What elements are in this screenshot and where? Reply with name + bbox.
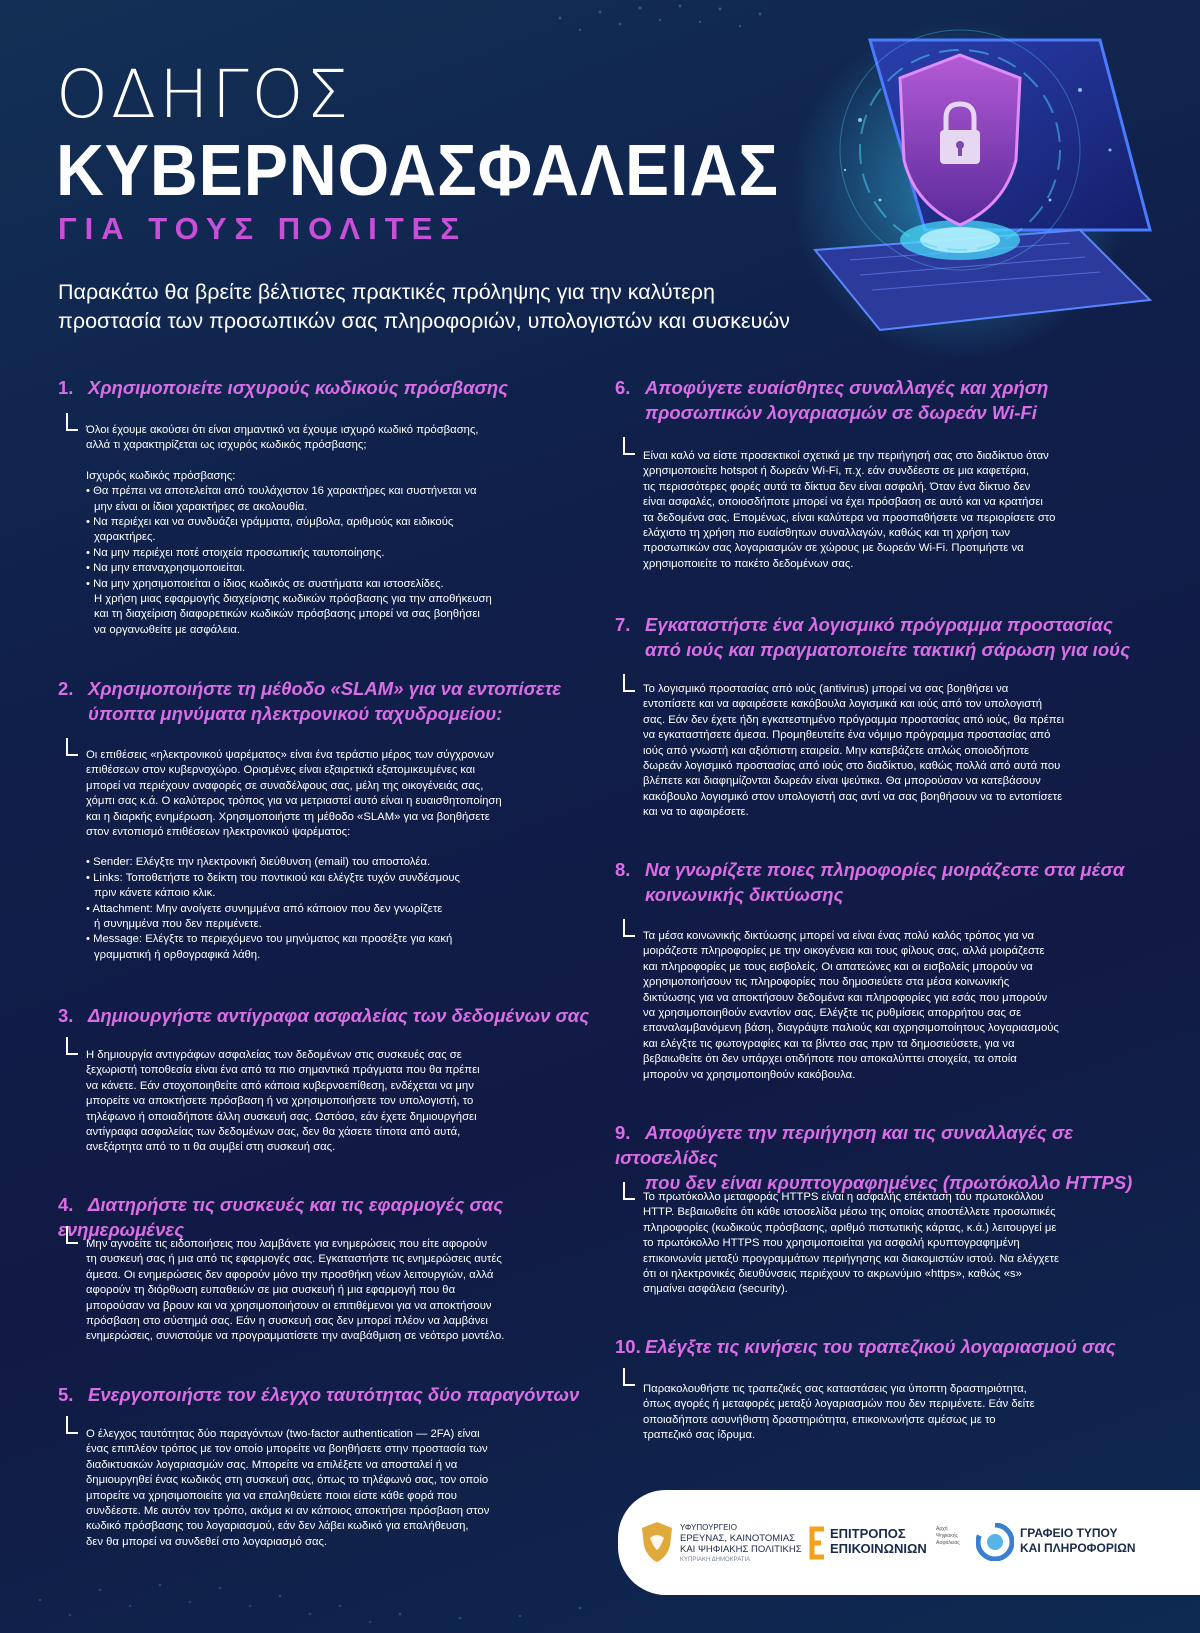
section-6-title: 6. Αποφύγετε ευαίσθητες συναλλαγές και χρήση προσωπικών λογαριασμών σε δωρεάν Wi-Fi [615,377,1049,423]
body-line: Τα μέσα κοινωνικής δικτύωσης μπορεί να είναι ένας πολύ καλός τρόπος για να [643,930,1035,942]
body-line: δεν θα μπορεί να συνδεθεί στο λογαριασμό σας. [86,1535,328,1548]
body-line: • Να περιέχει και να συνδυάζει γράμματα, σύμβολα, αριθμούς και ειδικούς [86,516,454,529]
body-line: πρόσβαση στο σύστημά σας. Εάν η συσκευή σας δεν μπορεί πλέον να λαμβάνει [86,1315,488,1328]
body-line: τηλέφωνο ή οποιαδήποτε άλλη συσκευή σας. Ωστόσο, εάν έχετε δημιουργήσει [86,1110,477,1123]
body-line: χρησιμοποιείτε το πακέτο δεδομένων σας. [643,557,854,570]
body-line: τραπεζικό σας ίδρυμα. [643,1429,756,1442]
body-line: αντίγραφα ασφαλείας των δεδομένων σας, δεν θα χάσετε τίποτα από αυτά, [86,1126,461,1139]
body-line: Όλοι έχουμε ακούσει ότι είναι σημαντικό να έχουμε ισχυρό κωδικό πρόσβασης, [86,424,479,436]
body-line: μπορείτε να αποκτήσετε πρόσβαση ή να χρησιμοποιήσετε τον υπολογιστή, το [86,1095,474,1108]
logo-commissioner [830,1526,927,1556]
body-line: βεβαιωθείτε ότι δεν υπάρχει οτιδήποτε που αποκαλύπτει στοιχεία, τα οποία [643,1053,1017,1066]
logo-ministry-line2: ΕΡΕΥΝΑΣ, ΚΑΙΝΟΤΟΜΙΑΣ [680,1533,796,1544]
body-line: Η χρήση μιας εφαρμογής διαχείρισης κωδικών πρόσβασης για την αποθήκευση [94,593,492,606]
body-line: προσωπικών σας λογαριασμών σε χώρους με δωρεάν Wi-Fi. Προτιμήστε να [643,542,1024,555]
logo-ministry-line3: ΚΑΙ ΨΗΦΙΑΚΗΣ ΠΟΛΙΤΙΚΗΣ [680,1544,802,1555]
logo-commissioner-line1: ΕΠΙΤΡΟΠΟΣ [830,1526,906,1541]
section-7 [615,612,1175,819]
body-line: • Θα πρέπει να αποτελείται από τουλάχιστον 16 χαρακτήρες και συστήνεται να [86,485,477,498]
commissioner-logo-icon [808,1525,826,1561]
body-line: πληροφορίες (κωδικούς πρόσβασης, αριθμό πιστωτικής κάρτας, κ.ά.) λειτουργεί με [643,1221,1057,1234]
body-line: τη συσκευή σας ή μια από τις εφαρμογές σας. Εγκαταστήστε τις ενημερώσεις αυτές [86,1253,502,1266]
corner-marker [623,674,635,692]
section-1-body [86,423,606,638]
logo-ministry-line1: ΥΦΥΠΟΥΡΓΕΙΟ [680,1523,737,1532]
logo-commissioner-line2: ΕΠΙΚΟΙΝΩΝΙΩΝ [830,1541,927,1556]
body-line: να εγκαταστήσετε άμεσα. Προμηθευτείτε ένα νόμιμο πρόγραμμα προστασίας από [643,729,1051,742]
footer-logos [618,1490,1200,1595]
section-1 [58,375,598,636]
section-6-body [643,449,1173,572]
logo-commissioner-small: Αρχή Ψηφιακής Ασφάλειας [936,1526,960,1546]
cyprus-emblem-icon [640,1520,674,1564]
body-line: να κάνετε. Εάν στοχοποιηθείτε από κάποια κυβερνοεπίθεση, ενδέχεται να μην [86,1079,474,1092]
body-line: ένας επιπλέον τρόπος με τον οποίο μπορείτε να βοηθήσετε στην προστασία των [86,1443,488,1456]
body-line: στον εντοπισμό επιθέσεων ηλεκτρονικού ψαρέματος: [86,826,351,839]
body-line: γραμματική ή ορθογραφικά λάθη. [94,948,261,961]
body-line: Είναι καλό να είστε προσεκτικοί σχετικά με την περιήγησή σας στο διαδίκτυο όταν [643,450,1049,462]
body-line: μπορούν να χρησιμοποιηθούν κακόβουλα. [643,1068,856,1081]
title-line-3: ΓΙΑ ΤΟΥΣ ΠΟΛΙΤΕΣ [58,211,467,246]
section-1-title: 1. Χρησιμοποιείτε ισχυρούς κωδικούς πρόσβασης [58,377,508,398]
body-line [86,840,606,855]
intro-text [58,278,818,336]
body-line: μπορεί να περιέχουν αναφορές σε συναδέλφους σας, μέλη της οικογένειάς σας, [86,779,484,792]
body-line: επικοινωνία μεταξύ προγραμμάτων περιήγησης και διακομιστών ιστού. Να ελέγχετε [643,1252,1059,1265]
body-line: συνδέεστε. Με αυτόν τον τρόπο, ακόμα κι αν κάποιος αποκτήσει πρόσβαση στον [86,1505,490,1518]
logo-press-office [1020,1526,1135,1556]
section-8-body [643,929,1173,1083]
corner-marker [623,919,635,937]
body-line: • Message: Ελέγξτε το περιεχόμενο του μηνύματος και προσέξτε για κακή [86,933,453,946]
logo-ministry [680,1522,802,1566]
body-line: • Να μην επαναχρησιμοποιείται. [86,562,246,575]
body-line: Ο έλεγχος ταυτότητας δύο παραγόντων (two-factor authentication — 2FA) είναι [86,1428,480,1440]
body-line: δημιουργηθεί ένας κωδικός στη συσκευή σας, όπως το τηλέφωνό σας, τον οποίο [86,1474,489,1487]
section-10-title: 10. Ελέγξτε τις κινήσεις του τραπεζικού λογαριασμού σας [615,1336,1116,1357]
section-8-title: 8. Να γνωρίζετε ποιες πληροφορίες μοιράζεστε στα μέσα κοινωνικής δικτύωσης [615,859,1125,905]
body-line: και τη διαχείριση διαφορετικών κωδικών πρόσβασης μπορεί να σας βοηθήσει [94,608,480,621]
body-line: ενημερώσεις, συνιστούμε να προγραμματίσετε την αναβάθμιση σε νεότερο μοντέλο. [86,1330,505,1343]
body-line: και η διαρκής ενημέρωση. Χρησιμοποιήστε τη μέθοδο «SLAM» για να βοηθήσετε [86,810,490,823]
section-7-body [643,682,1173,821]
body-line: πριν κάνετε κάποιο κλικ. [94,887,216,900]
body-line: δωρεάν λογισμικό προστασίας από ιούς στο διαδίκτυο, καθώς πολλά από αυτά που [643,760,1061,773]
body-line: ελάχιστο τη χρήση πιο ευαίσθητων συναλλαγών, καθώς και τη χρήση των [643,527,1011,540]
corner-marker [623,437,635,455]
body-line: σας. Εάν δεν έχετε ήδη εγκατεστημένο πρόγραμμα προστασίας από ιούς, θα πρέπει [643,713,1065,726]
body-line: • Να μην περιέχει ποτέ στοιχεία προσωπικής ταυτοποίησης. [86,546,385,559]
body-line: εντοπίσετε και να αφαιρέσετε κακόβουλα λογισμικά και ιούς από τον υπολογιστή [643,698,1042,711]
body-line: όπως αγορές ή μεταφορές μεταξύ λογαριασμών που δεν περιμένετε. Εάν δείτε [643,1398,1035,1411]
intro-line-2: προστασία των προσωπικών σας πληροφοριών, υπολογιστών και συσκευών [58,309,790,333]
section-4-title: 4. Διατηρήστε τις συσκευές και τις εφαρμογές σας ενημερωμένες [58,1194,504,1240]
body-line: και να το αφαιρέσετε. [643,806,749,819]
section-2-title: 2. Χρησιμοποιήστε τη μέθοδο «SLAM» για να εντοπίσετε ύποπτα μηνύματα ηλεκτρονικού ταχυδρομείου: [58,678,562,724]
body-line: ξεχωριστή τοποθεσία είναι ένα από τα πιο σημαντικά πράγματα που θα πρέπει [86,1064,480,1077]
body-line: • Να μην χρησιμοποιείται ο ίδιος κωδικός σε συστήματα και ιστοσελίδες. [86,577,444,590]
body-line: ανεξάρτητα από το τι θα συμβεί στη συσκευή σας. [86,1141,336,1154]
body-line: μην είναι οι ίδιοι χαρακτήρες σε ακολουθία. [94,500,308,513]
logo-press-office-line2: ΚΑΙ ΠΛΗΡΟΦΟΡΙΩΝ [1020,1541,1136,1555]
title-line-2: ΚΥΒΕΡΝΟΑΣΦΑΛΕΙΑΣ [56,131,779,211]
body-line: δικτύωσης για να αποκτήσουν δεδομένα και πληροφορίες για εσάς που μπορούν [643,991,1048,1004]
corner-marker [623,1368,635,1386]
section-10-body [643,1382,1173,1444]
body-line: κωδικό πρόσβασης του λογαριασμού, εάν δεν λάβει κωδικό για επαλήθευση, [86,1520,469,1533]
section-2 [58,676,598,961]
corner-marker [66,413,78,431]
section-8 [615,857,1175,1081]
section-4 [58,1192,598,1343]
body-line: βλέπετε και διαφημίζονται δωρεάν είναι ψεύτικα. Θα μπορούσαν να κατεβάσουν [643,775,1041,788]
corner-marker [66,1037,78,1055]
section-5-body [86,1427,606,1550]
body-line: Μην αγνοείτε τις ειδοποιήσεις που λαμβάνετε για ενημερώσεις που είτε αφορούν [86,1238,487,1250]
section-3 [58,1003,598,1154]
body-line: Οι επιθέσεις «ηλεκτρονικού ψαρέματος» είναι ένα τεράστιο μέρος των σύγχρονων [86,749,494,761]
body-line: αφορούν τη διόρθωση ευπαθειών σε μια συσκευή ή μια εφαρμογή που θα [86,1284,456,1297]
body-line: διαδικτυακών λογαριασμών σας. Μπορείτε να επιλέξετε να αποσταλεί ή να [86,1458,458,1471]
body-line: οποιαδήποτε ασυνήθιστη δραστηριότητα, επικοινωνήστε αμέσως με το [643,1413,996,1426]
body-line: HTTP. Βεβαιωθείτε ότι κάθε ιστοσελίδα μέσω της οποίας αποστέλλετε προσωπικές [643,1206,1056,1219]
section-6 [615,375,1175,570]
body-line: μοιράζεστε πληροφορίες με την οικογένεια και τους φίλους σας, αλλά μοιράζεστε [643,945,1045,958]
body-line: • Links: Τοποθετήστε το δείκτη του ποντικιού και ελέγξτε τυχόν συνδέσμους [86,871,461,884]
body-line: ότι οι ηλεκτρονικές διευθύνσεις περιέχουν το ακρωνύμιο «https», καθώς «s» [643,1268,1022,1281]
body-line: επιθέσεων στον κυβερνοχώρο. Ορισμένες είναι εξαιρετικά εξατομικευμένες και [86,764,475,777]
body-line: χόμπι σας κ.ά. Ο καλύτερος τρόπος για να μετριαστεί αυτό είναι η ευαισθητοποίηση [86,795,502,808]
body-line: χρησιμοποιήσουν τις πληροφορίες που δημοσιεύετε στα μέσα κοινωνικής [643,976,1010,989]
body-line: • Attachment: Μην ανοίγετε συνημμένα από κάποιον που δεν γνωρίζετε [86,902,443,915]
body-line: μπορείτε να χρησιμοποιείτε για να επαληθεύετε ποιοι είστε κάθε φορά που [86,1489,457,1502]
body-line: σημαίνει ασφάλεια (security). [643,1283,788,1296]
intro-line-1: Παρακάτω θα βρείτε βέλτιστες πρακτικές πρόληψης για την καλύτερη [58,280,715,304]
body-line: τα δεδομένα σας. Επομένως, είναι καλύτερα να προσπαθήσετε να περιορίσετε στο [643,511,1056,524]
body-line: μπορούσαν να βρουν και να χρησιμοποιήσουν οι επιτιθέμενοι για να αποκτήσουν [86,1299,492,1312]
body-line: είναι ασφαλές, οποιοσδήποτε μπορεί να έχει πρόσβαση σε αυτό και να κρατήσει [643,496,1043,509]
logo-press-office-line1: ΓΡΑΦΕΙΟ ΤΥΠΟΥ [1020,1526,1118,1540]
section-7-title: 7. Εγκαταστήστε ένα λογισμικό πρόγραμμα προστασίας από ιούς και πραγματοποιείτε τακτική σάρωση για ιούς [615,614,1130,660]
body-line: αλλά τι χαρακτηρίζεται ως ισχυρός κωδικός πρόσβασης; [86,439,367,452]
section-9 [615,1120,1175,1296]
section-5 [58,1382,598,1548]
section-10 [615,1334,1175,1442]
body-line: Παρακολουθήστε τις τραπεζικές σας καταστάσεις για ύποπτη δραστηριότητα, [643,1383,1027,1395]
body-line: χαρακτήρες. [94,531,156,544]
body-line: το πρωτόκολλο HTTPS που χρησιμοποιείται για ασφαλή κρυπτογραφημένη [643,1237,1020,1250]
logo-ministry-line4: ΚΥΠΡΙΑΚΗ ΔΗΜΟΚΡΑΤΙΑ [680,1557,751,1563]
body-line: χρησιμοποιείτε hotspot ή δωρεάν Wi-Fi, π.χ. εάν συνδέεστε σε μια καφετέρια, [643,465,1030,478]
body-line: να χρησιμοποιηθούν εναντίον σας. Ελέγξτε τις ρυθμίσεις απορρήτου σας σε [643,1007,1022,1020]
body-line: Το πρωτόκολλο μεταφοράς HTTPS είναι η ασφαλής επέκταση του πρωτοκόλλου [643,1191,1044,1203]
body-line [86,454,606,469]
corner-marker [66,1226,78,1244]
body-line: να οργανωθείτε με ασφάλεια. [94,623,241,636]
section-3-body [86,1048,606,1156]
body-line: ή συνημμένα που δεν περιμένετε. [94,918,262,931]
body-line: Το λογισμικό προστασίας από ιούς (antivirus) μπορεί να σας βοηθήσει να [643,683,1009,695]
body-line: ιούς από γνωστή και αξιόπιστη εταιρεία. Μην κατεβάζετε απλώς οποιοδήποτε [643,744,1030,757]
body-line: και ελέγξτε τις φωτογραφίες και τα βίντεο σας πριν τα δημοσιεύσετε, για να [643,1037,1015,1050]
body-line: Ισχυρός κωδικός πρόσβασης: [86,469,236,482]
corner-marker [66,738,78,756]
title-line-1: ΟΔΗΓΟΣ [56,56,352,133]
body-line: και πληροφορίες με τους εισβολείς. Οι απατεώνες και οι εισβολείς μπορούν να [643,960,1033,973]
press-office-logo-icon [976,1523,1014,1561]
section-4-body [86,1237,606,1345]
body-line: • Sender: Ελέγξτε την ηλεκτρονική διεύθυνση (email) του αποστολέα. [86,856,431,869]
section-5-title: 5. Ενεργοποιήστε τον έλεγχο ταυτότητας δύο παραγόντων [58,1384,580,1405]
section-9-title: 9. Αποφύγετε την περιήγηση και τις συναλλαγές σε ιστοσελίδες που δεν είναι κρυπτογραφημένες (πρωτόκολλο HTTPS) [615,1122,1133,1193]
body-line: τις περισσότερες φορές αυτά τα δίκτυα δεν είναι ασφαλή. Όταν ένα δίκτυο δεν [643,480,1031,493]
body-line: κακόβουλο λογισμικό στον υπολογιστή σας αντί να σας βοηθήσουν να το εντοπίσετε [643,790,1063,803]
section-2-body [86,748,606,963]
body-line: Η δημιουργία αντιγράφων ασφαλείας των δεδομένων στις συσκευές σας σε [86,1049,462,1061]
body-line: άμεσα. Οι ενημερώσεις δεν αφορούν μόνο την προσθήκη νέων λειτουργιών, αλλά [86,1268,494,1281]
section-3-title: 3. Δημιουργήστε αντίγραφα ασφαλείας των δεδομένων σας [58,1005,590,1026]
corner-marker [623,1182,635,1200]
corner-marker [66,1416,78,1434]
body-line: επαναλαμβανόμενη βάση, διαγράψτε παλιούς και αχρησιμοποίητους λογαριασμούς [643,1022,1059,1035]
section-9-body [643,1190,1173,1298]
